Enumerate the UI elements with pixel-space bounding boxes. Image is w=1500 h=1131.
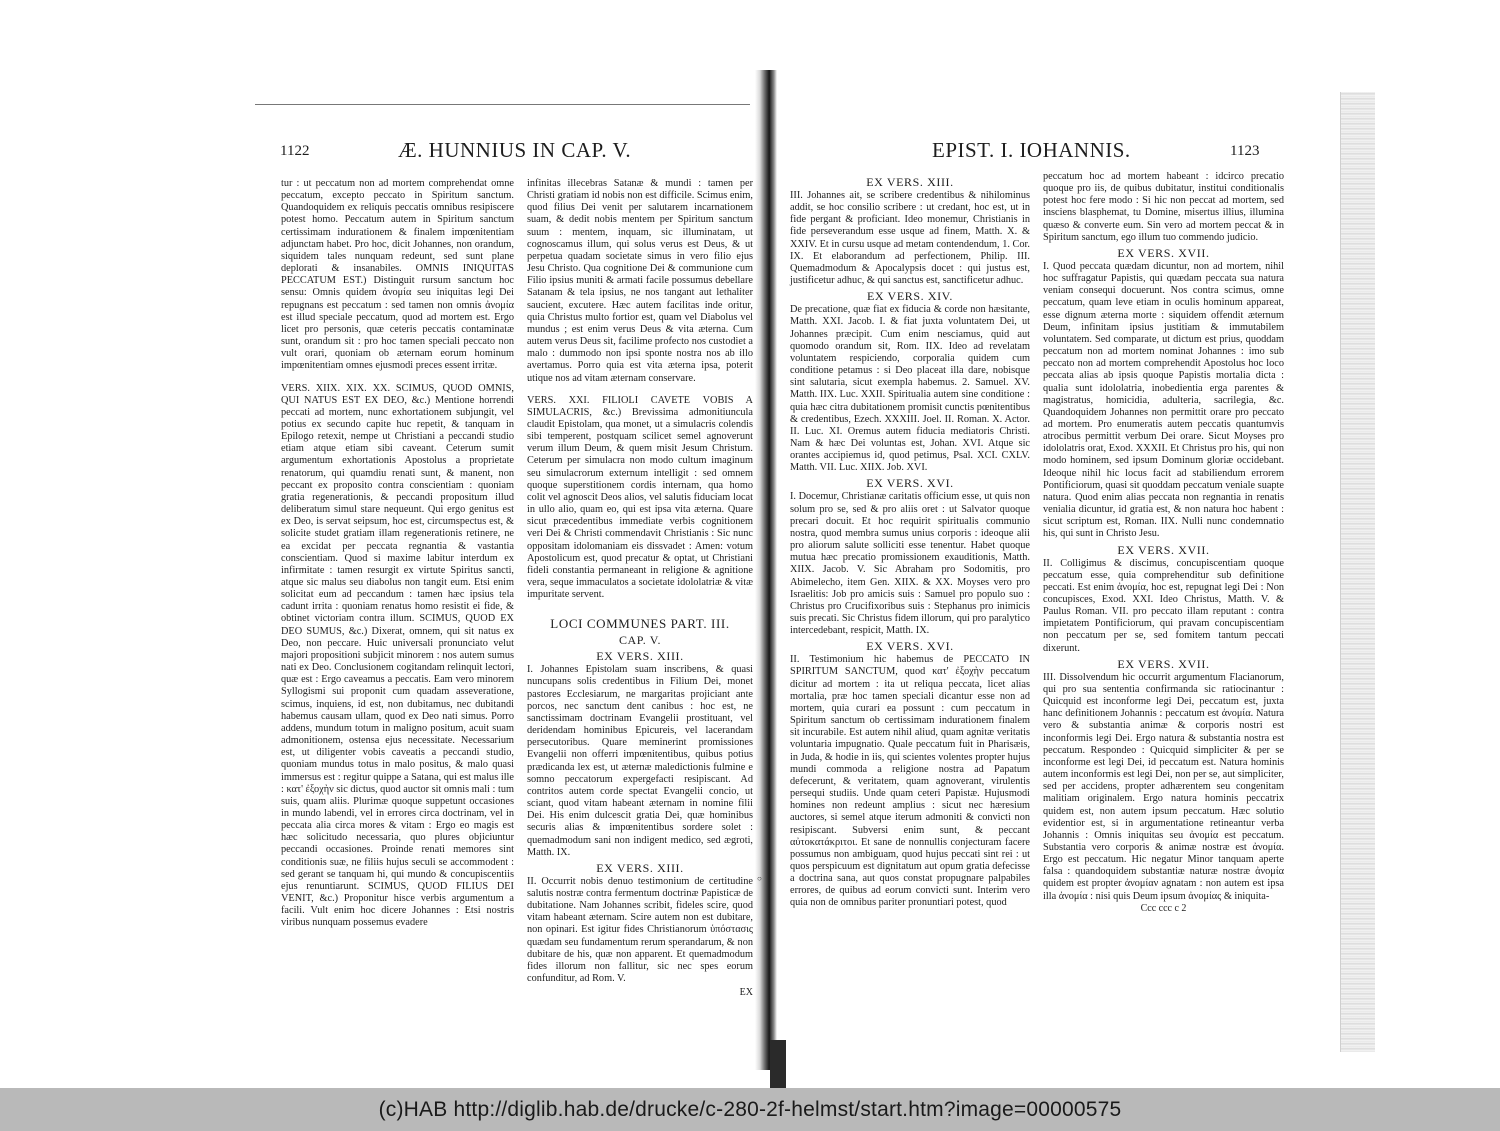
spine-clamp bbox=[770, 1040, 786, 1090]
left-page-number: 1122 bbox=[280, 143, 310, 159]
source-caption: (c)HAB http://diglib.hab.de/drucke/c-280-2f-helmst/start.htm?image=00000575 bbox=[378, 1098, 1122, 1121]
left-running-head: Æ. HUNNIUS IN CAP. V. bbox=[398, 138, 632, 162]
margin-dot: ○ bbox=[757, 874, 762, 883]
right-page-column-1 bbox=[790, 175, 1030, 910]
verse-heading: EX VERS. XVI. bbox=[866, 639, 954, 654]
loci-paragraph: De precatione, quæ fiat ex fiducia & corde non hæsitante, Matth. XXI. Jacob. I. & fiat juxta voluntatem Dei, ut Johannes præcipit. Cum enim nesciamus, quid aut quomodo orandum sit, Rom. IIX. Ideo ad revelatam voluntatem respiciendo, corporalia quidem cum conditione petamus : si Deo placeat illa dare, nobisque sint salutaria, sicut exempla habemus. 2. Samuel. XV. Matth. IIX. Luc. XXII. Spiritualia autem sine conditione : quia hæc citra dubitationem promisit cunctis pœnitentibus & credentibus, Ezech. XXXIII. Joel. II. Roman. X. Actor. II. Luc. XI. Oremus autem fiducia mediatoris Christi. Nam & hæc Dei voluntas est, Johan. XVI. Atque sic orantes accipiemus id, quod petimus, Psal. XCI. CXLV. Matth. VII. Luc. XIIX. Job. XVI. bbox=[790, 304, 1030, 474]
commentary-paragraph: VERS. XXI. FILIOLI CAVETE VOBIS A SIMULACRIS, &c.) Brevissima admonitiuncula claudit Epistolam, qua monet, ut a simulacris colendis sibi temperent, postquam scilicet semel agnoverunt verum illum Deum, & quem misit Jesum Christum. Ceterum per simulacra non modo cultum imaginum seu simulacrorum externum intelligit : sed omnem quoque superstitionem cordis internam, qua homo colit vel agnoscit Deos alios, vel salutis fiduciam locat in ullo alio, quam eo, qui est ipsa vita æterna. Quare sicut præcedentibus immediate verbis cognitionem veri Dei & Christi commendavit Christianis : Sic nunc oppositam idolomaniam eis dissvadet : Amen: votum Apostolicum est, quod precatur & optat, ut Christiani fideli constantia permaneant in religione & agnitione vera, seque immaculatos a societate idololatriæ & vitæ impuritate servent. bbox=[527, 394, 753, 601]
commentary-paragraph: VERS. XIIX. XIX. XX. SCIMUS, QUOD OMNIS, QUI NATUS EST EX DEO, &c.) Mentione horrendi peccati ad mortem, nunc exhortationem subjungit, vel potius ex secundo capite huc repetit, & tanquam in Epilogo retexit, nempe ut Christiani a peccandi studio etiam atque etiam sibi caveant. Ceterum sumit argumentum exhortationis Apostolus a proprietate renatorum, qui quamdiu renati sunt, & manent, non peccant ex proposito contra conscientiam : quoniam gratia regenerationis, & peccandi propositum illud deliberatum simul stare nequeunt. Qui ergo genitus est ex Deo, is servat seipsum, hoc est, circumspectus est, & solicite studet gratiam illam regenerationis retinere, ne ea excidat per peccata regnantia & vastantia conscientiam. Quod si maxime labitur interdum ex infirmitate : tamen resurgit ex virtute Spiritus sancti, atque sic malus seu diabolus non tangit eum. Etsi enim solicitat eum ad peccandum : tamen hæc ipsius tela cadunt irrita : quoniam renatus homo resistit ei fide, & obtinet victoriam contra illum. SCIMUS, QUOD EX DEO SUMUS, &c.) Dixerat, omnem, qui sit natus ex Deo, non peccare. Huic universali pronunciato velut majori propositioni subjicit minorem : nos autem sumus nati ex Deo. Conclusionem cogitandam relinquit lectori, quæ est : Ergo caveamus a peccatis. Eam vero minorem Syllogismi sui proponit cum quadam asseveratione, scimus, inquiens, id est, non dubitamus, nec dubitandi habemus causam ullam, quod ex Deo nati simus. Porro addens, mundum totum in maligno positum, acuit suam admonitionem, ostensa ejus necessitate. Necessarium est, ut diligenter vobis caveatis a peccandi studio, quoniam mundus totus in malo positus, & malo quasi immersus est : regitur quippe a Satana, qui est malus ille : κατ' ἐξοχὴν sic dictus, quod auctor sit omnis mali : tum suis, quam aliis. Plurimæ quoque suppetunt occasiones in mundo labendi, vel in errores circa doctrinam, vel in peccata alia circa mores & vitam : Ergo eo magis est hæc solicitudo necessaria, quo plures objiciuntur peccandi occasiones. Proinde renati memores sint conditionis suæ, ne filiis hujus seculi se accommodent : sed gerant se tanquam hi, qui mundo & concupiscentiis ejus renuntiarunt. SCIMUS, QUOD FILIUS DEI VENIT, &c.) Proponitur hisce verbis argumentum a facili. Vult enim hoc dicere Johannes : Etsi nostris viribus nunquam possemus evadere bbox=[281, 382, 514, 929]
book-gutter-shadow bbox=[755, 70, 769, 1070]
right-running-head: EPIST. I. IOHANNIS. bbox=[932, 138, 1131, 162]
page-edge-stack bbox=[1340, 92, 1375, 1052]
verse-heading: EX VERS. XIV. bbox=[866, 289, 954, 304]
verse-heading: EX VERS. XVII. bbox=[1117, 245, 1210, 260]
right-page-number: 1123 bbox=[1230, 143, 1260, 159]
signature-mark: Ccc ccc c 2 bbox=[1140, 902, 1187, 914]
verse-heading: EX VERS. XIII. bbox=[866, 175, 954, 189]
verse-heading: EX VERS. XIII. bbox=[596, 860, 684, 875]
page-edge-line bbox=[255, 104, 750, 105]
loci-paragraph: peccatum hoc ad mortem habeant : idcirco precatio quoque pro iis, de quibus dubitatur, institui conditionalis potest hoc fere modo : Si hic non peccat ad mortem, sed insciens blasphemat, tu Domine, misertus illius, illumina quæso & converte eum. Sin vero ad mortem peccat & in Spiritum sanctum, ego illum tuo commendo judicio. bbox=[1043, 171, 1284, 243]
verse-heading: EX VERS. XIII. bbox=[596, 649, 684, 664]
loci-paragraph: I. Quod peccata quædam dicuntur, non ad mortem, nihil hoc suffragatur Papistis, qui quædam peccata sua natura veniam consequi docuerunt. Nos contra scimus, omne peccatum, quam leve etiam in oculis hominum appareat, esse dignum æterna morte : siquidem offendit æternum Deum, infinitam ipsius justitiam & immutabilem voluntatem. Sed comparate, ut dictum est prius, quoddam peccatum non ad mortem nominat Johannes : imo sub peccato non ad mortem comprehendit Apostolus hoc loco peccata alias ab ipsis quoque Papistis mortalia dicta : qualia sunt idololatria, inobedientia erga parentes & magistratus, homicidia, adulteria, sacrilegia, &c. Quandoquidem Johannes non permittit orare pro peccato ad mortem. Pro enumeratis autem peccatis quantumvis atrocibus permittit verbum Dei orare. Sicut Moyses pro idololatris orat, Exod. XXXII. Et Christus pro his, qui non modo hominem, sed ipsum Dominum gloriæ occidebant. Ideoque nihil hic locus facit ad stabiliendum errorem Pontificiorum, quasi sit quoddam peccatum veniale suapte natura. Quod enim alias peccata non regnantia in renatis venialia dicuntur, id gratia est, & non natura hoc habent : sicut scriptum est, Roman. IIX. Nulli nunc condemnatio his, qui sunt in Christo Jesu. bbox=[1043, 260, 1284, 540]
left-page-column-1 bbox=[281, 178, 514, 930]
left-page-column-2 bbox=[527, 178, 753, 999]
catchword: EX bbox=[739, 987, 753, 999]
loci-paragraph: III. Dissolvendum hic occurrit argumentum Flacianorum, qui pro sua sententia confirmanda sic ratiocinantur : Quicquid est inconforme legi Dei, peccatum est, juxta hanc definitionem Johannis : peccatum est ἀνομία. Natura vero & substantia animæ & corporis nostri est inconformis legi Dei. Ergo natura & substantia nostra est peccatum. Respondeo : Quicquid simpliciter & per se inconforme est legi Dei, id peccatum est. Natura hominis autem inconformis est legi Dei, non per se, aut simpliciter, sed per accidens, propter adhærentem seu congenitam malitiam originalem. Ergo natura hominis peccatrix quidem est, non autem ipsum peccatum. Hæc solutio evidentior est, si in argumentatione retineantur verba Johannis : Omnis iniquitas seu ἀνομία est peccatum. Substantia vero corporis & animæ nostræ est ἀνομία. Ergo est peccatum. Hic negatur Minor tanquam aperte falsa : quandoquidem substantiæ naturæ nostræ ἀνομία quidem est propter ἀνομίαν agnatam : non autem est ipsa illa ἀνομία : nisi quis Deum ipsum ἀνομίας & iniquita- bbox=[1043, 671, 1284, 902]
loci-paragraph: III. Johannes ait, se scribere credentibus & nihilominus addit, se hoc consilio scribere : ut credant, hoc est, ut in fide pergant & proficiant. Ideo monemur, Christianis in fide perseverandum esse usque ad finem, Matth. X. & XXIV. Et in cursu usque ad metam contendendum, 1. Cor. IX. Et elaborandum ad perfectionem, Philip. III. Quemadmodum & Apocalypsis docet : qui justus est, justificetur adhuc, & qui sanctus est, sanctificetur adhuc. bbox=[790, 190, 1030, 287]
commentary-paragraph: tur : ut peccatum non ad mortem comprehendat omne peccatum, excepto peccato in Spiritum sanctum. Quandoquidem ex reliquis peccatis omnibus resipiscere potest homo. Peccatum autem in Spiritum sanctum certissimam indurationem & finalem impœnitentiam adjunctam habet. Pro hoc, dicit Johannes, non orandum, siquidem tales nunquam redeunt, sed sunt plane deplorati & insanabiles. OMNIS INIQUITAS PECCATUM EST.) Distinguit rursum sanctum hoc sensu: Omnis quidem ἀνομία seu iniquitas legi Dei repugnans est peccatum : sed tamen non omnis ἀνομία est illud speciale peccatum, quod ad mortem est. Ergo licet pro personis, quæ ceteris peccatis contaminatæ sunt, orandum sit : pro hoc tamen speciali peccato non vult orari, quoniam ob æternam eorum hominum impœnitentiam omnes ejusmodi preces essent irritæ. bbox=[281, 178, 514, 372]
loci-communes-heading: LOCI COMMUNES PART. III. bbox=[550, 616, 730, 632]
right-page-column-2 bbox=[1043, 171, 1284, 915]
verse-heading: EX VERS. XVII. bbox=[1117, 542, 1210, 557]
loci-paragraph: II. Testimonium hic habemus de PECCATO IN SPIRITUM SANCTUM, quod κατ' ἐξοχὴν peccatum dicitur ad mortem : ita ut reliqua peccata, licet alias mortalia, præ hoc tamen speciali dicantur esse non ad mortem, quia curari ea possunt : cum peccatum in Spiritum sanctum ob certissimam indurationem finalem sit incurabile. Est autem nihil aliud, quam agnitæ veritatis voluntaria impugnatio. Quale peccatum fuit in Pharisæis, in Juda, & hodie in iis, qui scientes volentes propter hujus mundi commoda a religione nostra ad Papatum defecerunt, & veritatem, quam agnoverant, virulentis persequi studiis. Unde quam ceteri Papistæ. Hujusmodi homines non redeunt amplius : sicut nec hæresium auctores, si semel atque iterum admoniti & convicti non resipiscant. Subversi enim sunt, & peccant αὐτοκατάκριτοι. Et sane de nonnullis conjecturam facere possumus non ambiguam, quod hujus peccati sint rei : ut quos perspicuum est dignitatum aut opum gratia defecisse a doctrina sana, aut quos constat propugnare palpabiles errores, de quibus ad eorum convicti sunt. Interim vero quia non de omnibus pariter pronuntiari potest, quod bbox=[790, 654, 1030, 909]
loci-paragraph: II. Colligimus & discimus, concupiscentiam quoque peccatum esse, quia comprehenditur sub definitione peccati. Est enim ἀνομία, hoc est, repugnat legi Dei : Non concupisces, Exod. XXI. Ideo Christus, Matth. V. & Paulus Roman. VII. pro peccato illam reputant : contra impietatem Pontificiorum, qui pravam concupiscentiam non peccatum per se, sed fomitem tantum peccati dixerunt. bbox=[1043, 557, 1284, 654]
loci-paragraph: I. Docemur, Christianæ caritatis officium esse, ut quis non solum pro se, sed & pro aliis oret : ut Salvator quoque precari docuit. Et hoc requirit spiritualis communio nostra, quod membra sumus unius corporis : ideoque alii pro aliorum salute solliciti esse tenentur. Habet quoque mutua hæc precatio promissionem exauditionis, Matth. XIIX. Jacob. V. Sic Abraham pro Sodomitis, pro Abimelecho, item Gen. XIIX. & XX. Moyses vero pro Israelitis: Job pro amicis suis : Samuel pro populo suo : Christus pro Crucifixoribus suis : Stephanus pro inimicis suis precati. Sic Christus fidem illorum, qui pro paralytico intercedebant, respicit, Matth. IX. bbox=[790, 491, 1030, 637]
verse-heading: EX VERS. XVII. bbox=[1117, 656, 1210, 671]
commentary-paragraph: infinitas illecebras Satanæ & mundi : tamen per Christi gratiam id nobis non est difficile. Scimus enim, quod filius Dei venit per salutarem incarnationem suam, & dedit nobis mentem per Spiritum sanctum suum : mentem, inquam, sic illuminatam, ut cognoscamus illum, qui solus verus est Deus, & ut perpetua quadam societate simus in vero filio ejus Jesu Christo. Qua cognitione Dei & communione cum Filio ipsius muniti & armati facile possumus debellare Satanam & tela ipsius, ne nos tangant aut lethaliter saucient, excutere. Hæc autem facilitas inde oritur, quia Christus multo fortior est, quam vel Diabolus vel mundus ; est enim verus Deus & vita æterna. Cum autem verus Deus sit, facilime profecto nos custodiet a malo : dummodo non ipsi sponte nostra nos ab illo avertamus. Porro quia est vita æterna ipsa, poterit utique nos ad vitam æternam conservare. bbox=[527, 178, 753, 384]
source-caption-bar bbox=[0, 1088, 1500, 1131]
chapter-heading: CAP. V. bbox=[618, 633, 662, 648]
book-gutter-shadow-right bbox=[769, 70, 777, 1070]
loci-paragraph: I. Johannes Epistolam suam inscribens, & quasi nuncupans solis credentibus in Filium Dei, monet pastores Ecclesiarum, ne margaritas projiciant ante porcos, nec sanctum dent canibus : hoc est, ne sanctissimam doctrinam Evangelii prostituant, vel deridendam hominibus Epicureis, vel lacerandam persecutoribus. Quare meminerint promissiones Evangelii non offerri impœnitentibus, quibus potius prædicanda lex est, ut æternæ maledictionis fulmine e somno peccatorum expergefacti resipiscant. Ad contritos autem corde spectat Evangelii concio, ut sciant, quod vitam habeant æternam in nomine filii Dei. His enim dulcescit gratia Dei, quæ hominibus securis alias & impœnitentibus sordere solet : quemadmodum sani non indigent medico, sed ægroti, Matth. IX. bbox=[527, 664, 753, 858]
loci-paragraph: II. Occurrit nobis denuo testimonium de certitudine salutis nostræ contra fermentum doctrinæ Papisticæ de dubitatione. Nam Johannes scribit, fideles scire, quod vitam habeant æternam. Scire autem non est dubitare, non opinari. Est igitur fides Christianorum ὑπόστασις quædam seu fundamentum rerum sperandarum, & non dubitare de his, quæ non apparent. Et quemadmodum fides illorum non fallitur, sic nec spes eorum confunditur, ad Rom. V. bbox=[527, 875, 753, 985]
verse-heading: EX VERS. XVI. bbox=[866, 476, 954, 491]
